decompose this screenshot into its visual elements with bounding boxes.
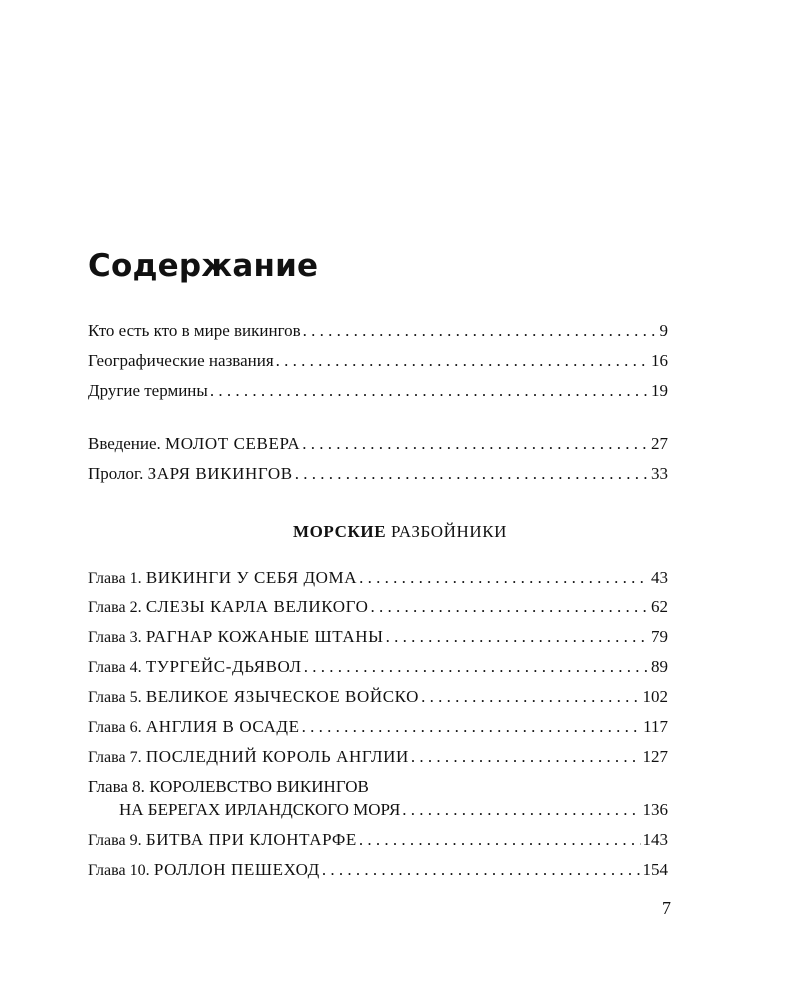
toc-entry-label: Географические названия [88, 351, 274, 370]
toc-entry-title: МОЛОТ СЕВЕРА [165, 434, 301, 453]
leader-dots [210, 381, 649, 401]
toc-entry-prefix: Глава 3. [88, 629, 142, 646]
leader-dots [322, 860, 641, 880]
leader-dots [402, 800, 640, 820]
toc-entry-title: ЗАРЯ ВИКИНГОВ [147, 464, 293, 483]
toc-entry-title: РАГНАР КОЖАНЫЕ ШТАНЫ [145, 627, 384, 646]
toc-entry-label [88, 747, 409, 768]
toc-entry-prefix: Глава 4. [88, 659, 142, 676]
toc-entry-chapter-3[interactable] [88, 627, 668, 647]
toc-entry-page: 79 [651, 627, 668, 646]
toc-entry-label [88, 464, 293, 484]
toc-entry-title: ТУРГЕЙС-ДЬЯВОЛ [145, 657, 302, 676]
toc-entry-prefix: Глава 7. [88, 749, 142, 766]
toc-entry-prefix: Глава 8. [88, 777, 145, 796]
toc-entry-chapter-2[interactable] [88, 597, 668, 617]
toc-entry-page: 89 [651, 657, 668, 676]
toc-entry-page: 127 [642, 747, 668, 766]
toc-entry-label [88, 434, 300, 454]
leader-dots [276, 351, 649, 371]
leader-dots [304, 657, 649, 677]
leader-dots [359, 568, 649, 588]
toc-entry-chapter-8-line-1[interactable] [88, 777, 369, 797]
toc-entry-label [88, 568, 357, 589]
leader-dots [303, 321, 658, 341]
toc-entry-chapter-7[interactable] [88, 747, 668, 767]
leader-dots [302, 717, 642, 737]
toc-entry-title: ВЕЛИКОЕ ЯЗЫЧЕСКОЕ ВОЙСКО [145, 687, 420, 706]
toc-entry-label [88, 597, 369, 618]
toc-entry-label: Другие термины [88, 381, 208, 400]
leader-dots [371, 597, 650, 617]
toc-entry-label [88, 657, 302, 678]
toc-entry-introduction[interactable] [88, 434, 668, 454]
toc-entry-title: БИТВА ПРИ КЛОНТАРФЕ [145, 830, 357, 849]
toc-entry-prefix: Введение. [88, 434, 161, 453]
section-heading-bold: МОРСКИЕ [292, 522, 387, 541]
toc-entry-page: 16 [651, 351, 668, 370]
leader-dots [295, 464, 649, 484]
toc-entry-page: 9 [659, 321, 668, 340]
toc-entry-page: 33 [651, 464, 668, 483]
toc-entry-title: КОРОЛЕВСТВО ВИКИНГОВ [149, 777, 369, 796]
toc-entry-prefix: Глава 6. [88, 719, 142, 736]
toc-entry-page: 154 [642, 860, 668, 879]
toc-entry-title-continued: НА БЕРЕГАХ ИРЛАНДСКОГО МОРЯ [119, 800, 401, 819]
toc-entry-title: АНГЛИЯ В ОСАДЕ [145, 717, 300, 736]
toc-entry-page: 19 [651, 381, 668, 400]
toc-entry-page: 62 [651, 597, 668, 616]
toc-entry-prefix: Глава 5. [88, 689, 142, 706]
toc-entry-title: СЛЕЗЫ КАРЛА ВЕЛИКОГО [145, 597, 369, 616]
toc-entry-page: 43 [651, 568, 668, 587]
toc-entry-title: ПОСЛЕДНИЙ КОРОЛЬ АНГЛИИ [145, 747, 409, 766]
toc-entry-label [88, 687, 419, 708]
leader-dots [411, 747, 641, 767]
toc-entry-geographic-names[interactable] [88, 351, 668, 371]
toc-entry-label [88, 717, 300, 738]
toc-entry-page: 136 [642, 800, 668, 819]
toc-entry-label [88, 830, 357, 851]
toc-entry-page: 117 [643, 717, 668, 736]
toc-entry-prefix: Глава 2. [88, 599, 142, 616]
toc-entry-chapter-4[interactable] [88, 657, 668, 677]
toc-entry-label: Кто есть кто в мире викингов [88, 321, 301, 340]
toc-entry-chapter-8[interactable] [119, 800, 668, 820]
toc-entry-prologue[interactable] [88, 464, 668, 484]
leader-dots [386, 627, 649, 647]
toc-entry-prefix: Глава 1. [88, 570, 142, 587]
toc-entry-prefix: Глава 10. [88, 862, 150, 879]
toc-entry-page: 102 [642, 687, 668, 706]
leader-dots [359, 830, 641, 850]
page-title: Содержание [88, 248, 319, 284]
section-heading-rest: РАЗБОЙНИКИ [391, 522, 508, 541]
toc-entry-chapter-10[interactable] [88, 860, 668, 880]
leader-dots [302, 434, 649, 454]
leader-dots [421, 687, 640, 707]
toc-entry-chapter-6[interactable] [88, 717, 668, 737]
toc-entry-label [88, 860, 320, 881]
toc-entry-other-terms[interactable] [88, 381, 668, 401]
page-number: 7 [662, 898, 671, 918]
toc-entry-title: РОЛЛОН ПЕШЕХОД [153, 860, 320, 879]
section-heading [0, 522, 800, 542]
toc-entry-who-is-who[interactable] [88, 321, 668, 341]
toc-entry-page: 27 [651, 434, 668, 453]
toc-entry-chapter-5[interactable] [88, 687, 668, 707]
toc-entry-chapter-9[interactable] [88, 830, 668, 850]
toc-entry-page: 143 [642, 830, 668, 849]
toc-entry-prefix: Пролог. [88, 464, 144, 483]
toc-entry-label [88, 627, 384, 648]
toc-entry-title: ВИКИНГИ У СЕБЯ ДОМА [145, 568, 358, 587]
toc-entry-chapter-1[interactable] [88, 568, 668, 588]
toc-entry-prefix: Глава 9. [88, 832, 142, 849]
